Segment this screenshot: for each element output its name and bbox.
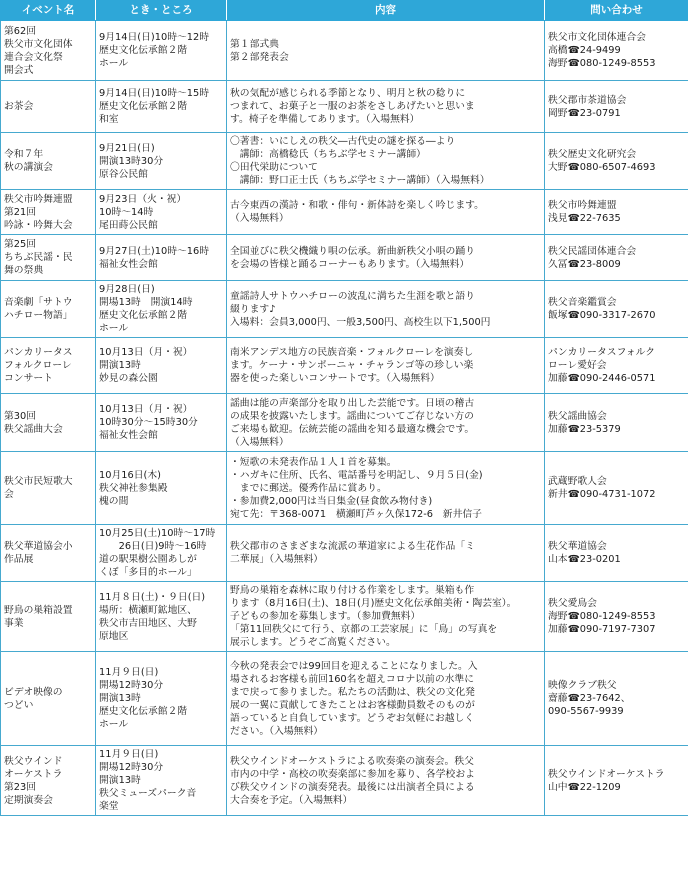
content-cell [227,281,545,338]
content-line: （入場無料） [230,213,289,224]
content-line: つまれて、お菓子と一服のお茶をさしあげたいと思いま [230,101,475,112]
content-line: 語っていると自負しています。どうぞお気軽にお越しく [230,712,475,724]
contact-cell [545,81,688,133]
time-place-cell [96,133,227,190]
contact-line: 加藤☎090-7197-7307 [548,624,656,635]
table-row [1,652,688,746]
header-content: 内容 [227,1,545,21]
time-place-line: 10時30分～15時30分 [99,417,198,428]
event-name-line: 会 [4,489,14,500]
time-place-line: 和室 [99,114,119,125]
content-cell [227,582,545,652]
time-place-line: 歴史文化伝承館２階 [99,310,188,321]
event-name-line: ビデオ映像の [4,686,63,698]
time-place-cell [96,190,227,235]
contact-cell [545,281,688,338]
header-event-name: イベント名 [1,1,96,21]
table-row [1,190,688,235]
time-place-line: 福祉女性会館 [99,258,158,270]
time-place-line: 9月14日(日)10時～12時 [99,32,210,43]
time-place-line: 9月23日（火・祝） [99,193,187,205]
contact-line: 090-5567-9939 [548,706,624,717]
content-cell [227,452,545,525]
time-place-cell [96,21,227,81]
contact-line: パンカリータスフォルク [548,347,656,358]
content-line: 全国並びに秩父機織り唄の伝承。新曲新秩父小唄の踊り [230,245,475,257]
content-line: 第１部式典 [230,38,279,50]
time-place-line: 開場12時30分 [99,680,164,691]
content-line: 器を使った楽しいコンサートです。（入場無料） [230,373,440,384]
time-place-cell [96,452,227,525]
contact-cell [545,394,688,452]
contact-line: 久冨☎23-8009 [548,258,621,270]
time-place-cell [96,81,227,133]
event-name-cell [1,394,96,452]
event-name-line: パンカリータス [4,347,73,358]
content-line: ます。ケーナ・サンポーニャ・チャランゴ等の珍しい楽 [230,360,474,371]
table-row [1,235,688,281]
contact-line: 秩父愛鳥会 [548,598,597,609]
content-line: 展示します。どうぞご高覧ください。 [230,637,396,648]
content-line: 入場料：会員3,000円、一般3,500円、高校生以下1,500円 [230,316,491,328]
time-place-line: 原地区 [99,630,129,642]
time-place-cell [96,281,227,338]
contact-cell [545,21,688,81]
event-name-cell [1,746,96,816]
content-line: ・参加費2,000円は当日集金(昼食飲み物付き) [230,495,433,507]
event-name-cell [1,133,96,190]
event-name-line: 定期演奏会 [4,794,53,806]
contact-cell [545,652,688,746]
content-line: ださい。（入場無料） [230,725,324,737]
content-line: 野鳥の巣箱を森林に取り付ける作業をします。巣箱も作 [230,585,475,596]
time-place-line: 開演13時30分 [99,155,164,167]
time-place-cell [96,525,227,582]
contact-line: 大野☎080-6507-4693 [548,162,656,173]
content-line: 場されるお客様も前回160名を超えコロナ以前の水準に [230,673,475,685]
time-place-line: 開場13時 開演14時 [99,297,193,308]
event-name-line: 秩父市吟舞連盟 [4,193,73,205]
event-name-line: 第23回 [4,781,37,793]
time-place-line: 開演13時 [99,360,141,371]
content-line: 古今東西の漢詩・和歌・俳句・新体詩を楽しく吟じます。 [230,200,484,211]
contact-line: 秩父音楽鑑賞会 [548,297,617,308]
time-place-line: 開演13時 [99,693,141,704]
content-line: 今秋の発表会では99回目を迎えることになりました。入 [230,660,478,672]
content-line: 秩父ウインドオーケストラによる吹奏楽の演奏会。秩父 [230,755,474,767]
time-place-line: 秩父ミューズパーク音 [99,788,197,799]
time-place-line: 秩父神社参集殿 [99,482,168,494]
contact-line: 浅見☎22-7635 [548,213,621,224]
contact-line: 海野☎080-1249-8553 [548,611,656,622]
event-name-line: 令和７年 [4,149,44,160]
time-place-line: 原谷公民館 [99,168,148,180]
content-line: ります（8月16日(土)、18日(月)歴史文化伝承館美術・陶芸室）。 [230,598,517,609]
content-line: 第２部発表会 [230,51,289,63]
event-name-line: ちちぶ民謡・民 [4,252,73,263]
event-name-line: 秩父市文化団体 [4,38,73,50]
time-place-line: 場所：横瀬町鉱地区、 [99,604,197,616]
table-row [1,452,688,525]
contact-line: 岡野☎23-0791 [548,107,621,119]
event-name-line: ハチロー物語」 [4,310,73,321]
contact-cell [545,133,688,190]
time-place-line: 歴史文化伝承館２階 [99,101,188,112]
time-place-line: 楽堂 [99,801,119,812]
contact-cell [545,338,688,394]
event-name-line: 第21回 [4,206,37,218]
contact-line: 加藤☎23-5379 [548,423,621,435]
contact-line: 秩父ウインドオーケストラ [548,768,665,780]
content-line: （入場無料） [230,436,289,448]
event-name-line: フォルクローレ [4,360,72,371]
content-line: 子どもの参加を募集します。（参加費無料） [230,611,421,622]
content-line: 「第11回秩父にて行う、京都の工芸家展」に「鳥」の写真を [230,624,498,635]
content-line: 〇田代栄助について [230,162,318,173]
time-place-cell [96,746,227,816]
content-line: 南米アンデス地方の民族音楽・フォルクローレを演奏し [230,347,474,358]
time-place-line: 歴史文化伝承館２階 [99,45,188,56]
event-name-cell [1,338,96,394]
content-line: 謡曲は能の声楽部分を取り出した芸能です。日頃の稽古 [230,397,475,409]
content-line: ・ハガキに住所、氏名、電話番号を明記し、９月５日(金) [230,469,483,481]
event-name-line: 音楽劇「サトウ [4,297,73,308]
content-line: まで戻って参りました。私たちの活動は、秩父の文化発 [230,686,475,698]
contact-cell [545,452,688,525]
table-row [1,133,688,190]
event-name-line: 作品展 [4,554,34,565]
contact-line: 秩父謡曲協会 [548,410,607,422]
contact-line: 秩父市文化団体連合会 [548,32,646,43]
contact-line: 飯塚☎090-3317-2670 [548,310,656,321]
event-name-cell [1,452,96,525]
event-name-line: お茶会 [4,101,34,112]
content-line: ご来場も歓迎。伝統芸能の謡曲を知る最適な機会です。 [230,423,475,435]
content-cell [227,652,545,746]
event-name-cell [1,21,96,81]
table-row [1,525,688,582]
content-cell [227,190,545,235]
time-place-line: 尾田蒔公民館 [99,219,158,231]
content-line: 秩父郡市のさまざまな流派の華道家による生花作品「ミ [230,541,475,552]
contact-line: 武蔵野歌人会 [548,476,607,487]
time-place-line: くぼ「多目的ホール」 [99,567,197,578]
event-name-line: 舞の祭典 [4,265,44,276]
contact-line: 山中☎22-1209 [548,781,621,793]
time-place-line: 9月21日(日) [99,142,155,154]
content-line: までに郵送。優秀作品に賞あり。 [230,482,387,494]
content-cell [227,133,545,190]
content-line: 秋の気配が感じられる季節となり、明月と秋の稔りに [230,88,466,99]
event-name-line: 野鳥の巣箱設置 [4,604,73,616]
table-row [1,746,688,816]
content-line: ・短歌の未発表作品１人１首を募集。 [230,456,397,468]
header-time-place: とき・ところ [96,1,227,21]
event-name-line: 事業 [4,617,24,629]
time-place-line: 開演13時 [99,775,141,786]
content-cell [227,394,545,452]
event-name-line: 秩父華道協会小 [4,541,73,552]
table-row [1,338,688,394]
time-place-line: ホール [99,323,129,334]
event-name-cell [1,281,96,338]
event-name-line: 吟詠・吟舞大会 [4,219,73,231]
time-place-line: 10月16日(木) [99,469,161,481]
contact-line: 海野☎080-1249-8553 [548,58,656,69]
event-name-line: 第62回 [4,25,37,37]
time-place-line: 開場12時30分 [99,762,164,773]
contact-cell [545,582,688,652]
event-name-line: 開会式 [4,64,34,76]
content-line: 講師：野口正士氏（ちちぶ学セミナー講師）（入場無料） [230,175,490,186]
time-place-line: 10月25日(土)10時～17時 [99,528,216,539]
table-row [1,582,688,652]
time-place-line: 妙見の森公園 [99,373,158,384]
event-name-line: 秩父謡曲大会 [4,423,63,435]
content-line: す。椅子を準備してあります。（入場無料） [230,114,420,125]
time-place-line: 歴史文化伝承館２階 [99,706,188,717]
content-cell [227,81,545,133]
contact-line: 秩父郡市茶道協会 [548,94,627,106]
time-place-line: ホール [99,719,129,730]
header-contact: 問い合わせ [545,1,688,21]
content-line: 大合奏を予定。（入場無料） [230,794,353,806]
contact-line: 秩父民謡団体連合会 [548,245,637,257]
contact-line: 秩父華道協会 [548,541,607,552]
contact-line: 齋藤☎23-7642、 [548,693,631,704]
content-line: 二華展」（入場無料） [230,554,324,565]
time-place-line: 10月13日（月・祝） [99,404,193,415]
contact-line: 山本☎23-0201 [548,554,621,565]
event-name-line: コンサート [4,373,53,384]
time-place-line: 福祉女性会館 [99,430,158,441]
event-name-line: 連合会文化祭 [4,51,63,63]
time-place-cell [96,394,227,452]
contact-line: 秩父歴史文化研究会 [548,149,637,160]
time-place-line: 槐の間 [99,495,129,507]
event-name-cell [1,81,96,133]
table-row [1,21,688,81]
contact-line: 高橋☎24-9499 [548,45,621,56]
time-place-line: 9月28日(日) [99,284,155,295]
table-row [1,394,688,452]
event-name-line: オーケストラ [4,768,63,780]
content-line: 展の一翼に貢献してきたことはお客様動員数そのものが [230,699,475,711]
time-place-line: 9月14日(日)10時～15時 [99,88,210,99]
contact-cell [545,746,688,816]
time-place-cell [96,582,227,652]
contact-cell [545,235,688,281]
event-name-line: 第30回 [4,410,37,422]
event-name-line: 秩父ウインド [4,755,63,767]
time-place-line: 26日(日)9時～16時 [99,541,207,552]
contact-cell [545,190,688,235]
content-line: 綴ります♪ [230,303,276,315]
time-place-line: 道の駅果樹公園あしが [99,554,197,565]
content-line: 宛て先：〒368-0071 横瀬町芦ヶ久保172-6 新井信子 [230,508,482,520]
event-name-line: つどい [4,699,34,711]
contact-cell [545,525,688,582]
time-place-cell [96,235,227,281]
time-place-cell [96,652,227,746]
content-line: 〇著書：いにしえの秩父―古代史の謎を探る―より [230,136,456,147]
event-name-cell [1,652,96,746]
time-place-line: 11月９日(日) [99,667,159,678]
time-place-line: 10時～14時 [99,206,154,218]
contact-line: 秩父市吟舞連盟 [548,200,617,211]
contact-line: ローレ愛好会 [548,360,607,371]
content-line: を会場の皆様と踊るコーナーもあります。（入場無料） [230,258,470,270]
event-name-cell [1,525,96,582]
content-line: 講師：高橋稔氏（ちちぶ学セミナー講師） [230,149,426,160]
time-place-line: 10月13日（月・祝） [99,347,193,358]
content-cell [227,525,545,582]
content-line: 童謡詩人サトウハチローの波乱に満ちた生涯を歌と語り [230,290,475,302]
event-name-cell [1,190,96,235]
event-name-cell [1,235,96,281]
content-line: の成果を披露いたします。謡曲についてご存じない方の [230,410,474,422]
event-name-cell [1,582,96,652]
content-cell [227,746,545,816]
table-row [1,81,688,133]
time-place-line: 11月８日(土)・９日(日) [99,591,206,603]
time-place-line: 11月９日(日) [99,749,159,760]
content-cell [227,21,545,81]
time-place-cell [96,338,227,394]
content-line: 市内の中学・高校の吹奏楽部に参加を募り、各学校およ [230,768,475,780]
contact-line: 新井☎090-4731-1072 [548,489,656,500]
table-header-row [1,1,688,21]
event-name-line: 第25回 [4,239,37,250]
contact-line: 映像クラブ秩父 [548,680,617,691]
time-place-line: ホール [99,58,129,69]
content-cell [227,338,545,394]
time-place-line: 9月27日(土)10時～16時 [99,245,210,257]
table-row [1,281,688,338]
content-line: び秩父ウインドの演奏発表。最後には出演者全員による [230,781,475,793]
time-place-line: 秩父市吉田地区、大野 [99,617,197,629]
event-name-line: 秩父市民短歌大 [4,476,73,487]
event-name-line: 秋の講演会 [4,162,53,173]
content-cell [227,235,545,281]
contact-line: 加藤☎090-2446-0571 [548,373,656,384]
